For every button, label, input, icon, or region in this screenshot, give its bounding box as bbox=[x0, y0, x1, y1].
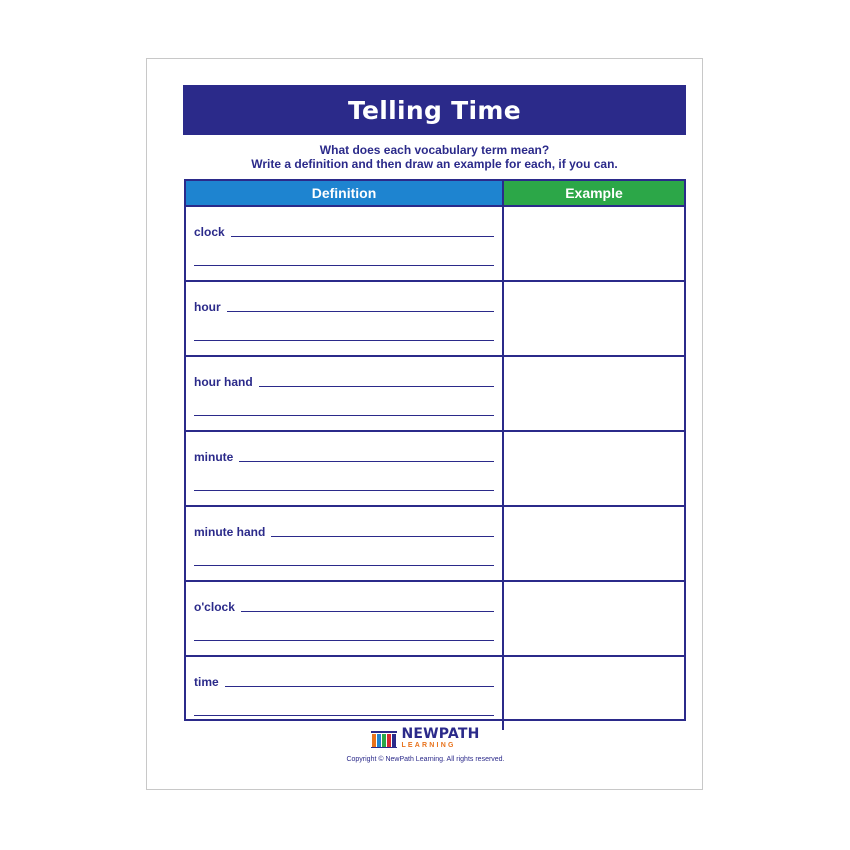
instructions-line-2: Write a definition and then draw an example for each, if you can. bbox=[251, 157, 618, 171]
term-line bbox=[194, 301, 494, 313]
books-logo-icon bbox=[371, 728, 397, 748]
definition-cell[interactable] bbox=[186, 507, 504, 580]
table-row bbox=[186, 657, 684, 730]
writing-line bbox=[231, 235, 494, 237]
table-row bbox=[186, 207, 684, 282]
instructions bbox=[183, 143, 686, 171]
example-cell[interactable] bbox=[504, 357, 684, 430]
vocabulary-term: clock bbox=[194, 225, 225, 239]
footer bbox=[147, 727, 704, 763]
vocabulary-term: hour hand bbox=[194, 375, 253, 389]
term-line bbox=[194, 226, 494, 238]
term-line bbox=[194, 451, 494, 463]
page-title: Telling Time bbox=[347, 95, 522, 125]
example-cell[interactable] bbox=[504, 432, 684, 505]
writing-line bbox=[225, 685, 494, 687]
definition-cell[interactable] bbox=[186, 357, 504, 430]
term-line bbox=[194, 601, 494, 613]
newpath-logo bbox=[371, 727, 479, 749]
logo-subtitle: LEARNING bbox=[401, 742, 456, 749]
writing-line bbox=[241, 610, 494, 612]
vocabulary-term: o'clock bbox=[194, 600, 235, 614]
writing-line bbox=[194, 415, 494, 416]
writing-line bbox=[194, 340, 494, 341]
writing-line bbox=[227, 310, 494, 312]
vocabulary-term: minute hand bbox=[194, 525, 266, 539]
writing-line bbox=[239, 460, 494, 462]
logo-text bbox=[401, 727, 479, 749]
vocabulary-term: hour bbox=[194, 300, 221, 314]
table-row bbox=[186, 357, 684, 432]
writing-line bbox=[194, 265, 494, 266]
example-cell[interactable] bbox=[504, 207, 684, 280]
table-row bbox=[186, 282, 684, 357]
writing-line bbox=[194, 640, 494, 641]
definition-cell[interactable] bbox=[186, 207, 504, 280]
term-line bbox=[194, 526, 494, 538]
table-row bbox=[186, 582, 684, 657]
table-header bbox=[186, 181, 684, 207]
table-rows bbox=[186, 207, 684, 730]
copyright-text: Copyright © NewPath Learning. All rights reserved. bbox=[346, 756, 505, 763]
example-cell[interactable] bbox=[504, 582, 684, 655]
logo-wordmark: NEWPATH bbox=[401, 726, 480, 742]
table-row bbox=[186, 507, 684, 582]
example-header: Example bbox=[504, 181, 684, 205]
title-banner bbox=[183, 85, 686, 135]
vocabulary-term: time bbox=[194, 675, 219, 689]
worksheet-page bbox=[146, 58, 703, 790]
example-cell[interactable] bbox=[504, 282, 684, 355]
definition-cell[interactable] bbox=[186, 282, 504, 355]
term-line bbox=[194, 676, 494, 688]
instructions-line-1: What does each vocabulary term mean? bbox=[319, 143, 550, 157]
example-cell[interactable] bbox=[504, 657, 684, 730]
definition-header: Definition bbox=[186, 181, 504, 205]
writing-line bbox=[194, 565, 494, 566]
table-row bbox=[186, 432, 684, 507]
writing-line bbox=[194, 715, 494, 716]
definition-cell[interactable] bbox=[186, 432, 504, 505]
vocabulary-term: minute bbox=[194, 450, 234, 464]
vocabulary-table bbox=[184, 179, 686, 721]
term-line bbox=[194, 376, 494, 388]
definition-cell[interactable] bbox=[186, 582, 504, 655]
writing-line bbox=[259, 385, 494, 387]
example-cell[interactable] bbox=[504, 507, 684, 580]
writing-line bbox=[194, 490, 494, 491]
definition-cell[interactable] bbox=[186, 657, 504, 730]
writing-line bbox=[271, 535, 494, 537]
